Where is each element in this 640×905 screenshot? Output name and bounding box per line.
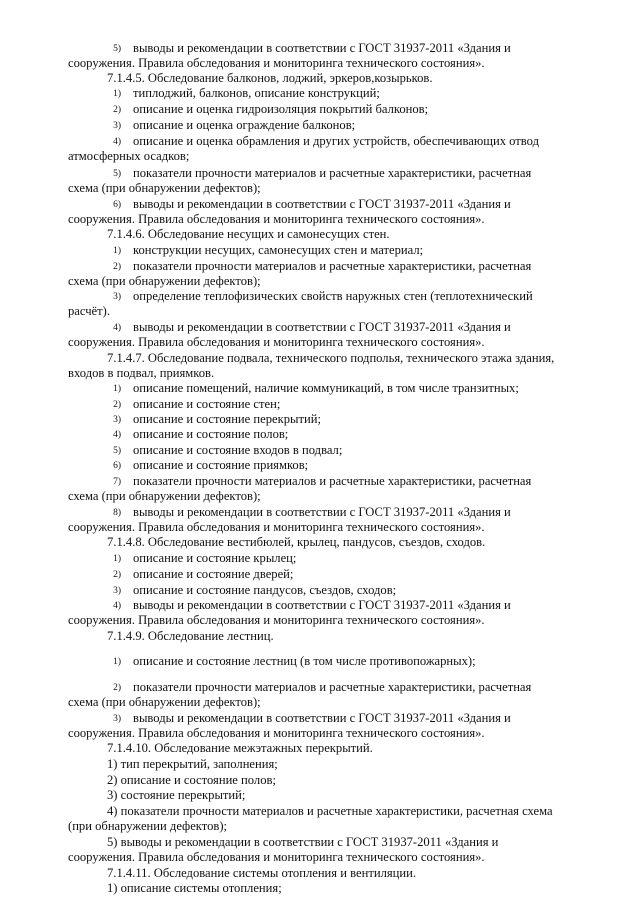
item-text: описание и состояние пандусов, съездов, сходов; bbox=[133, 583, 397, 597]
item-number: 3) bbox=[113, 415, 121, 425]
item-number: 4) bbox=[113, 137, 121, 147]
item-text: описание и состояние лестниц (в том числе противопожарных); bbox=[133, 654, 476, 668]
item-text: конструкции несущих, самонесущих стен и материал; bbox=[133, 243, 424, 257]
item-text: выводы и рекомендации в соответствии с ГОСТ 31937-2011 «Здания и bbox=[133, 598, 511, 612]
item-text: показатели прочности материалов и расчетные характеристики, расчетная bbox=[133, 474, 532, 488]
item-text: 3) состояние перекрытий; bbox=[107, 788, 246, 802]
item-number: 2) bbox=[113, 105, 121, 115]
item-text: описание и состояние стен; bbox=[133, 397, 281, 411]
item-number: 1) bbox=[113, 89, 121, 99]
item-text: выводы и рекомендации в соответствии с ГОСТ 31937-2011 «Здания и bbox=[133, 711, 511, 725]
item-text: описание и состояние дверей; bbox=[133, 567, 294, 581]
line-text: сооружения. Правила обследования и мониторинга технического состояния». bbox=[68, 56, 485, 70]
item-number: 2) bbox=[113, 570, 121, 580]
item-text: показатели прочности материалов и расчетные характеристики, расчетная bbox=[133, 680, 532, 694]
item-number: 3) bbox=[113, 586, 121, 596]
item-text: описание помещений, наличие коммуникаций, в том числе транзитных; bbox=[133, 381, 519, 395]
line-text: сооружения. Правила обследования и мониторинга технического состояния». bbox=[68, 726, 485, 740]
heading-text: 7.1.4.7. Обследование подвала, технического подполья, технического этажа здания, bbox=[107, 351, 555, 365]
item-text: 2) описание и состояние полов; bbox=[107, 773, 276, 787]
item-text: выводы и рекомендации в соответствии с ГОСТ 31937-2011 «Здания и bbox=[133, 41, 511, 55]
item-number: 2) bbox=[113, 262, 121, 272]
item-text: 4) показатели прочности материалов и расчетные характеристики, расчетная схема bbox=[107, 804, 553, 818]
item-text: 5) выводы и рекомендации в соответствии с ГОСТ 31937-2011 «Здания и bbox=[107, 835, 499, 849]
item-text: выводы и рекомендации в соответствии с ГОСТ 31937-2011 «Здания и bbox=[133, 505, 511, 519]
heading-text: 7.1.4.5. Обследование балконов, лоджий, эркеров,козырьков. bbox=[107, 71, 433, 85]
item-number: 5) bbox=[113, 446, 121, 456]
item-text: описание и оценка ограждение балконов; bbox=[133, 118, 356, 132]
item-number: 5) bbox=[113, 169, 121, 179]
item-text: описание и состояние полов; bbox=[133, 427, 289, 441]
item-number: 8) bbox=[113, 508, 121, 518]
line-text: сооружения. Правила обследования и мониторинга технического состояния». bbox=[68, 613, 485, 627]
item-text: описание и состояние крылец; bbox=[133, 551, 297, 565]
heading-text: 7.1.4.10. Обследование межэтажных перекрытий. bbox=[107, 741, 373, 755]
item-number: 3) bbox=[113, 121, 121, 131]
line-text: расчёт). bbox=[68, 304, 110, 318]
item-text: описание и состояние перекрытий; bbox=[133, 412, 321, 426]
item-number: 6) bbox=[113, 200, 121, 210]
item-text: описание и состояние входов в подвал; bbox=[133, 443, 343, 457]
item-number: 3) bbox=[113, 292, 121, 302]
item-text: определение теплофизических свойств наружных стен (теплотехнический bbox=[133, 289, 533, 303]
heading-text: 7.1.4.11. Обследование системы отопления и вентиляции. bbox=[107, 866, 417, 880]
item-text: 1) описание системы отопления; bbox=[107, 881, 282, 895]
item-number: 4) bbox=[113, 601, 121, 611]
item-text: типлоджий, балконов, описание конструкций; bbox=[133, 86, 380, 100]
item-number: 4) bbox=[113, 323, 121, 333]
item-number: 3) bbox=[113, 714, 121, 724]
line-text: схема (при обнаружении дефектов); bbox=[68, 181, 261, 195]
item-number: 1) bbox=[113, 246, 121, 256]
line-text: сооружения. Правила обследования и мониторинга технического состояния». bbox=[68, 212, 485, 226]
item-text: описание и состояние приямков; bbox=[133, 458, 309, 472]
item-number: 2) bbox=[113, 400, 121, 410]
line-text: сооружения. Правила обследования и мониторинга технического состояния». bbox=[68, 335, 485, 349]
line-text: атмосферных осадков; bbox=[68, 149, 190, 163]
item-text: выводы и рекомендации в соответствии с ГОСТ 31937-2011 «Здания и bbox=[133, 320, 511, 334]
heading-text: 7.1.4.8. Обследование вестибюлей, крылец, пандусов, съездов, сходов. bbox=[107, 535, 486, 549]
item-text: 1) тип перекрытий, заполнения; bbox=[107, 757, 278, 771]
item-text: описание и оценка гидроизоляция покрытий балконов; bbox=[133, 102, 429, 116]
item-text: выводы и рекомендации в соответствии с ГОСТ 31937-2011 «Здания и bbox=[133, 197, 511, 211]
item-number: 1) bbox=[113, 657, 121, 667]
item-number: 7) bbox=[113, 477, 121, 487]
line-text: схема (при обнаружении дефектов); bbox=[68, 695, 261, 709]
line-text: сооружения. Правила обследования и мониторинга технического состояния». bbox=[68, 850, 485, 864]
item-number: 2) bbox=[113, 683, 121, 693]
heading-text: 7.1.4.9. Обследование лестниц. bbox=[107, 629, 274, 643]
item-text: описание и оценка обрамления и других устройств, обеспечивающих отвод bbox=[133, 134, 540, 148]
line-text: входов в подвал, приямков. bbox=[68, 366, 215, 380]
item-number: 5) bbox=[113, 44, 121, 54]
line-text: схема (при обнаружении дефектов); bbox=[68, 274, 261, 288]
line-text: (при обнаружении дефектов); bbox=[68, 819, 228, 833]
item-number: 6) bbox=[113, 461, 121, 471]
heading-text: 7.1.4.6. Обследование несущих и самонесущих стен. bbox=[107, 227, 390, 241]
item-number: 1) bbox=[113, 384, 121, 394]
item-number: 4) bbox=[113, 430, 121, 440]
line-text: схема (при обнаружении дефектов); bbox=[68, 489, 261, 503]
line-text: сооружения. Правила обследования и мониторинга технического состояния». bbox=[68, 520, 485, 534]
item-text: показатели прочности материалов и расчетные характеристики, расчетная bbox=[133, 259, 532, 273]
item-text: показатели прочности материалов и расчетные характеристики, расчетная bbox=[133, 166, 532, 180]
item-number: 1) bbox=[113, 554, 121, 564]
